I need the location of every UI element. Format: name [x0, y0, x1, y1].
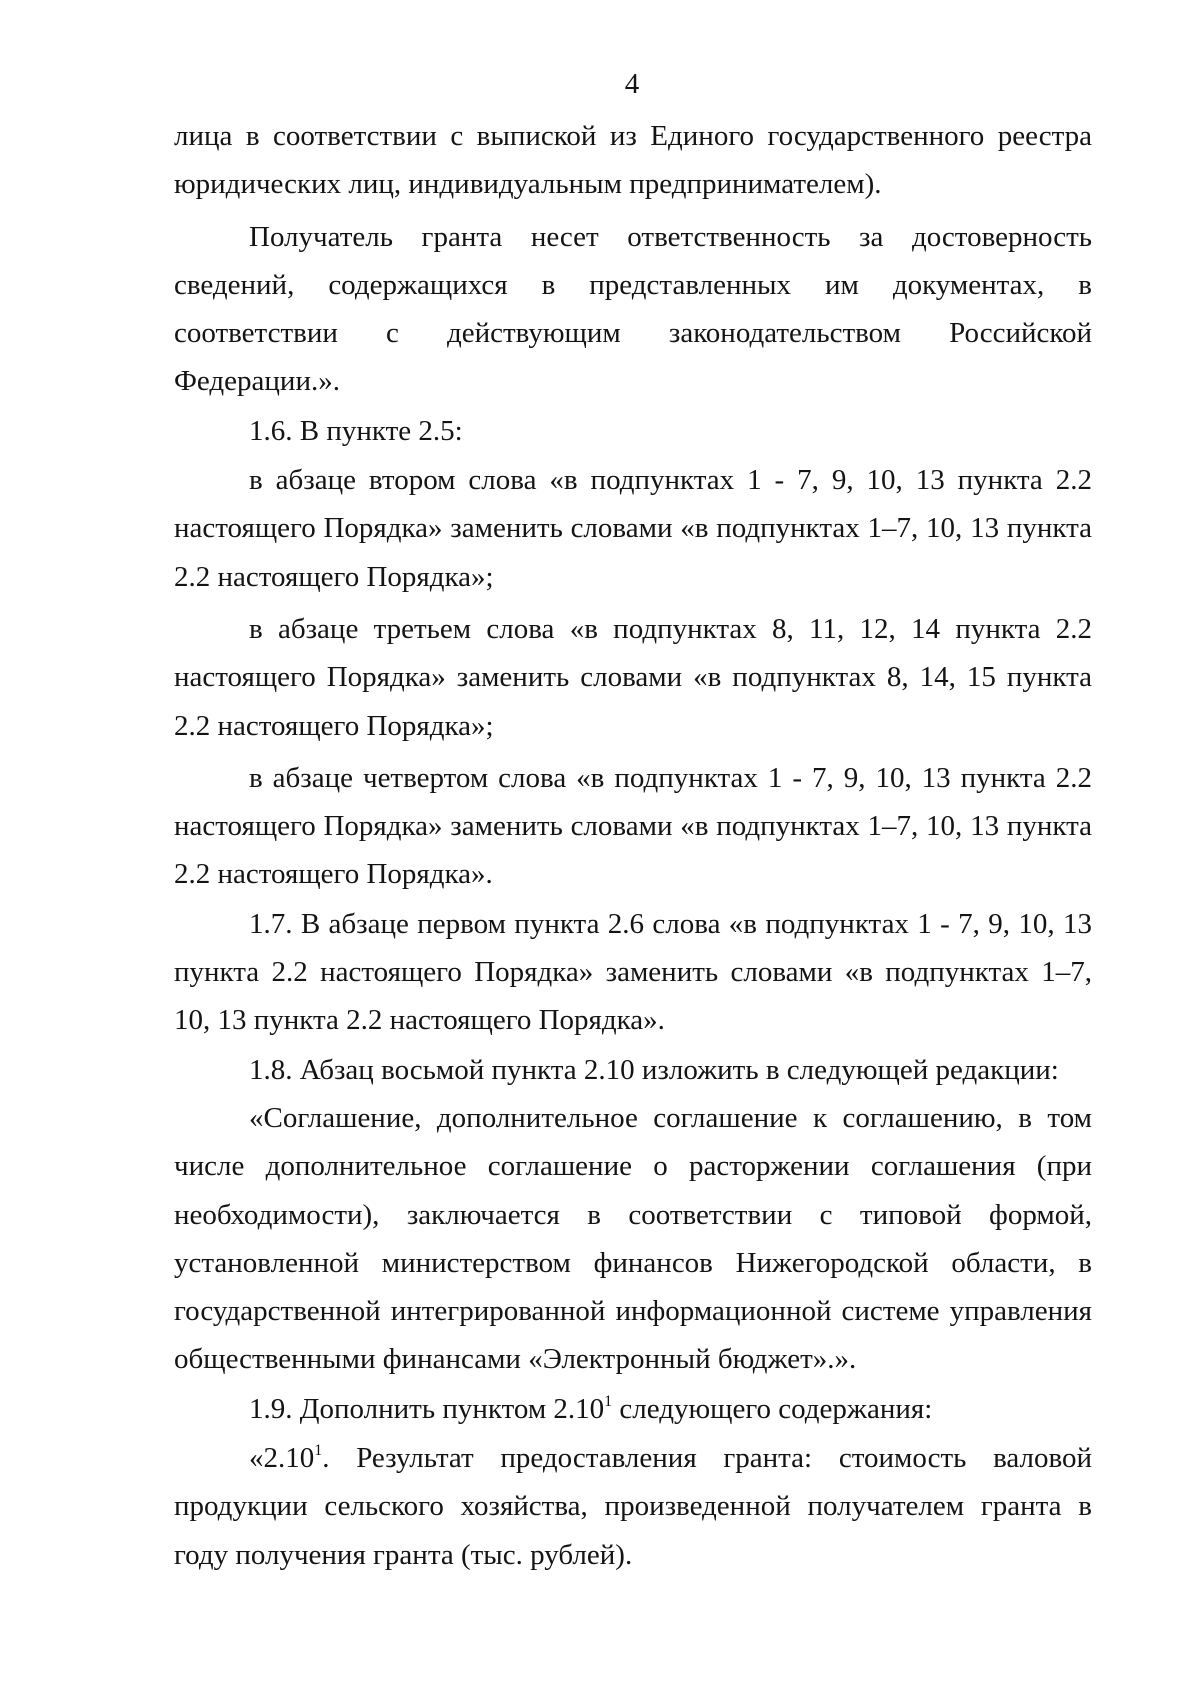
paragraph-recipient-responsibility: Получатель гранта несет ответственность за достоверность сведений, содержащихся в представленных им документах, в соответствии с действующим законодательством Российской Федерации.». — [174, 220, 1092, 398]
paragraph-item-1-8: 1.8. Абзац восьмой пункта 2.10 изложить в следующей редакции: — [249, 1053, 1059, 1086]
paragraph-fourth-abzats: в абзаце четвертом слова «в подпунктах 1 - 7, 9, 10, 13 пункта 2.2 настоящего Порядка» заменить словами «в подпунктах 1–7, 10, 13 пункта 2.2 настоящего Порядка». — [174, 761, 1092, 891]
paragraph-item-2-10-1 — [174, 1434, 1092, 1579]
paragraph-item-1-6: 1.6. В пункте 2.5: — [249, 414, 463, 447]
page-number: 4 — [624, 68, 640, 100]
item-2-10-1-text: «2.10 — [249, 1442, 315, 1475]
paragraph-third-abzats: в абзаце третьем слова «в подпунктах 8, 11, 12, 14 пункта 2.2 настоящего Порядка» заменить словами «в подпунктах 8, 14, 15 пункта 2.2 настоящего Порядка»; — [174, 612, 1092, 742]
paragraph-second-abzats: в абзаце втором слова «в подпунктах 1 - 7, 9, 10, 13 пункта 2.2 настоящего Порядка» заменить словами «в подпунктах 1–7, 10, 13 пункта 2.2 настоящего Порядка»; — [174, 464, 1092, 593]
item-2-10-1-text-end: . Результат предоставления гранта: стоимость валовой продукции сельского хозяйства, произведенной получателем гранта в году получения гранта (тыс. рублей). — [174, 1442, 1092, 1571]
paragraph-agreement: «Соглашение, дополнительное соглашение к соглашению, в том числе дополнительное соглашение о расторжении соглашения (при необходимости), заключается в соответствии с типовой формой, установленной министерством финансов Нижегородской области, в государственной интегрированной информационной системе управления общественными финансами «Электронный бюджет».». — [174, 1101, 1092, 1376]
paragraph-item-1-9 — [174, 1385, 1092, 1433]
document-body — [174, 112, 1092, 1579]
item-1-9-text-end: следующего содержания: — [612, 1392, 933, 1425]
item-1-9-superscript: 1 — [604, 1392, 613, 1410]
item-2-10-1-superscript: 1 — [314, 1442, 323, 1460]
paragraph-item-1-7: 1.7. В абзаце первом пункта 2.6 слова «в подпунктах 1 - 7, 9, 10, 13 пункта 2.2 настоящего Порядка» заменить словами «в подпунктах 1–7, 10, 13 пункта 2.2 настоящего Порядка». — [174, 907, 1092, 1037]
paragraph-continuation: лица в соответствии с выпиской из Единого государственного реестра юридических лиц, индивидуальным предпринимателем). — [174, 120, 1092, 201]
item-1-9-text: 1.9. Дополнить пунктом 2.10 — [249, 1392, 605, 1425]
